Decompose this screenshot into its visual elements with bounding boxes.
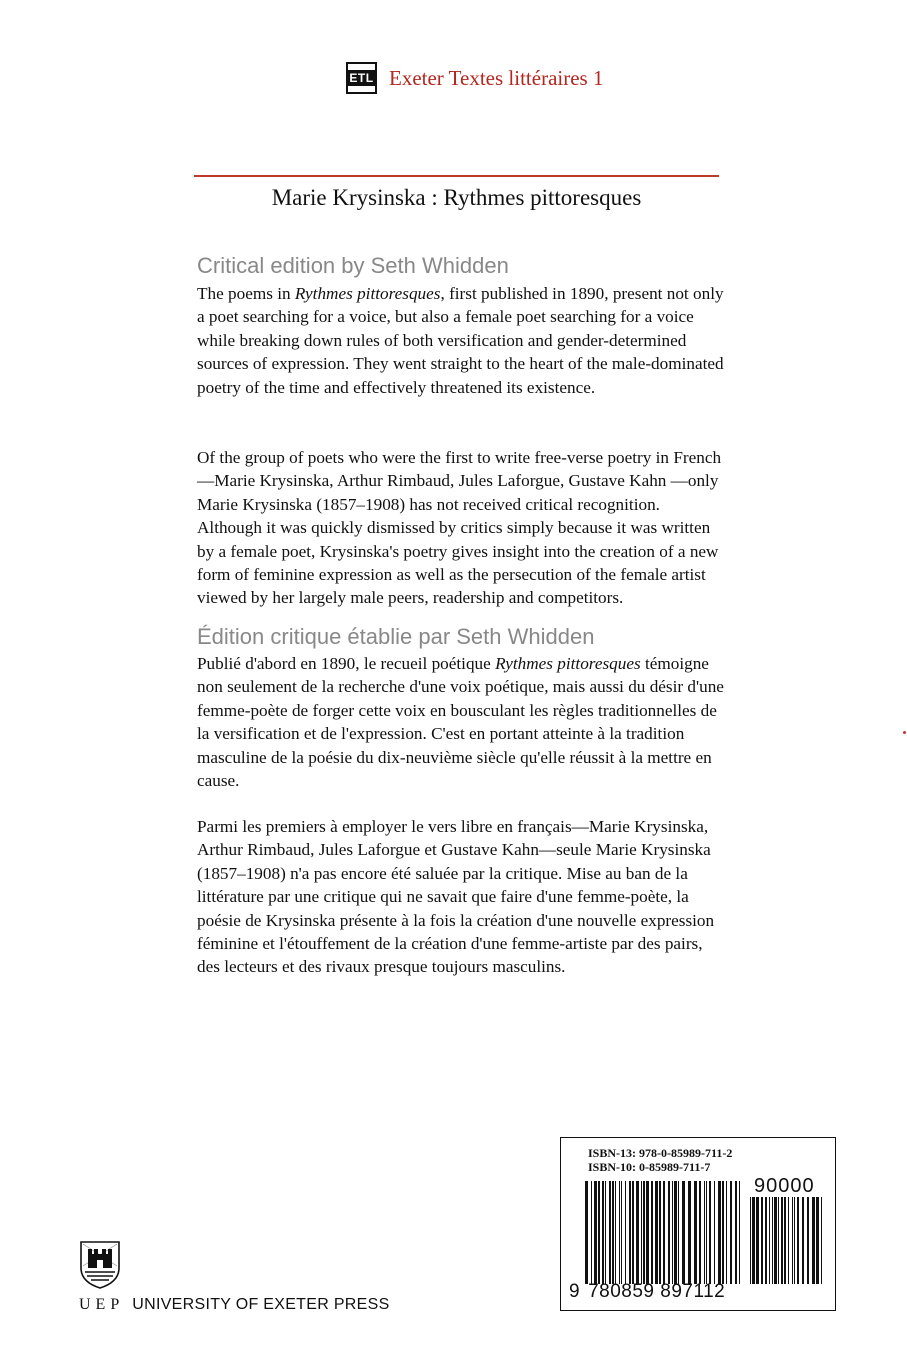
price-code: 90000	[754, 1175, 815, 1197]
barcode-bar	[625, 1181, 626, 1284]
barcode-bar	[663, 1181, 665, 1284]
english-p1-title: Rythmes pittoresques	[294, 284, 441, 303]
barcode-bar	[659, 1181, 661, 1284]
barcode-bar	[709, 1181, 711, 1284]
barcode-bar	[694, 1181, 697, 1284]
barcode-bar	[778, 1197, 779, 1284]
barcode-bar	[699, 1181, 701, 1284]
book-title: Marie Krysinska : Rythmes pittoresques	[271, 185, 642, 210]
barcode-bar	[765, 1197, 767, 1284]
barcode-box	[560, 1137, 836, 1311]
french-p1-text-b: témoigne non seulement de la recherche d'une voix poétique, mais aussi du désir d'une femme-poète de forger cette voix en bousculant les règles traditionnelles de la versification et de l'expression. C'est en portant atteinte à la tradition masculine de la poésie du dix-neuvième siècle qu'elle réussit à la mettre en cause.	[197, 654, 724, 791]
barcode-bar	[714, 1181, 715, 1284]
barcode-bar	[704, 1181, 705, 1284]
barcode-bar	[807, 1197, 809, 1284]
barcode-bar	[609, 1181, 611, 1284]
barcode-bars	[585, 1181, 743, 1284]
barcode-bar	[718, 1181, 721, 1284]
barcode-bar	[761, 1197, 763, 1284]
english-heading: Critical edition by Seth Whidden	[197, 253, 509, 278]
barcode-bar	[591, 1181, 592, 1284]
barcode-bar	[598, 1181, 600, 1284]
barcode-bar	[816, 1197, 819, 1284]
barcode-bar	[784, 1197, 786, 1284]
barcode-number: 780859 897112	[588, 1281, 726, 1302]
barcode-bar	[632, 1181, 634, 1284]
english-paragraph-2: Of the group of poets who were the first to write free-verse poetry in French—Marie Krysinska, Arthur Rimbaud, Jules Laforgue, Gustave Kahn —only Marie Krysinska (1857–1908) has not received critical recognition. Although it was quickly dismissed by critics simply because it was written by a female poet, Krysinska's poetry gives insight into the creation of a new form of feminine expression as well as the persecution of the female artist viewed by her largely male peers, readership and competitors.	[197, 448, 722, 608]
barcode-bar	[788, 1197, 789, 1284]
barcode-bar	[739, 1181, 740, 1284]
barcode-bar	[646, 1181, 649, 1284]
barcode-bar	[636, 1181, 639, 1284]
barcode-bar	[774, 1197, 777, 1284]
barcode-bar	[794, 1197, 795, 1284]
barcode-bar	[621, 1181, 622, 1284]
french-heading: Édition critique établie par Seth Whidden	[197, 624, 595, 649]
barcode-bar	[594, 1181, 597, 1284]
english-paragraph-1	[197, 282, 727, 399]
etl-logo	[346, 62, 377, 94]
barcode-bar	[655, 1181, 658, 1284]
english-p1-text-a: The poems in	[197, 284, 295, 303]
french-paragraph-2: Parmi les premiers à employer le vers libre en français—Marie Krysinska, Arthur Rimbaud, Jules Laforgue et Gustave Kahn—seule Marie Krysinska (1857–1908) n'a pas encore été saluée par la critique. Mise au ban de la littérature par une critique qui ne savait que faire d'une femme-poète, la poésie de Krysinska présente à la fois la création d'une nouvelle expression féminine et l'étouffement de la création d'une femme-artiste par des pairs, des lecteurs et des rivaux presque toujours masculins.	[197, 817, 715, 977]
english-p1-text-b: , first published in 1890, present not only a poet searching for a voice, but also a female poet searching for a voice while breaking down rules of both versification and gender-determined sources of expression. They went straight to the heart of the male-dominated poetry of the time and effectively threatened its existence.	[197, 284, 724, 397]
barcode-bar	[722, 1181, 724, 1284]
barcode-bar	[674, 1181, 677, 1284]
barcode-bar	[641, 1181, 642, 1284]
barcode-bar	[756, 1197, 759, 1284]
stray-mark	[903, 731, 906, 734]
barcode-bar	[730, 1181, 732, 1284]
barcode-bar	[629, 1181, 631, 1284]
barcode-bar	[812, 1197, 815, 1284]
barcode-bar	[792, 1197, 793, 1284]
barcode-bar	[688, 1181, 691, 1284]
barcode-bar	[706, 1181, 707, 1284]
barcode-bar	[615, 1181, 616, 1284]
isbn13-label: ISBN-13: 978-0-85989-711-2	[588, 1146, 733, 1160]
series-name: Exeter Textes littéraires 1	[389, 65, 604, 90]
french-p1-text-a: Publié d'abord en 1890, le recueil poétique	[197, 654, 496, 673]
series-header	[346, 60, 603, 96]
barcode-bar	[735, 1181, 737, 1284]
barcode-bar	[726, 1181, 727, 1284]
barcode-bar	[602, 1181, 604, 1284]
french-p1-title: Rythmes pittoresques	[495, 654, 641, 673]
french-paragraph-1	[197, 652, 727, 792]
barcode-lead-digit: 9	[569, 1281, 581, 1302]
barcode-bar	[797, 1197, 799, 1284]
isbn10-label: ISBN-10: 0-85989-711-7	[588, 1160, 711, 1174]
publisher-full-name: UNIVERSITY OF EXETER PRESS	[132, 1296, 390, 1313]
barcode-bar	[672, 1181, 673, 1284]
etl-logo-text: ETL	[349, 71, 374, 85]
barcode-bar	[668, 1181, 670, 1284]
barcode-bar	[752, 1197, 755, 1284]
title-rule	[194, 175, 719, 177]
barcode-bar	[781, 1197, 783, 1284]
barcode-bar	[643, 1181, 645, 1284]
barcode-bar	[619, 1181, 620, 1284]
barcode-bar	[605, 1181, 606, 1284]
barcode-bar	[678, 1181, 679, 1284]
barcode-bar	[769, 1197, 770, 1284]
barcode-bar	[802, 1197, 804, 1284]
university-crest-icon	[79, 1240, 121, 1290]
barcode-bar	[772, 1197, 773, 1284]
barcode-digits	[569, 1281, 725, 1303]
barcode-bar	[651, 1181, 653, 1284]
barcode-bar	[585, 1181, 588, 1284]
barcode-bar	[612, 1181, 614, 1284]
barcode-bar	[682, 1181, 685, 1284]
barcode-bar	[821, 1197, 822, 1284]
publisher-name	[79, 1296, 390, 1314]
publisher-abbr: UEP	[79, 1296, 125, 1313]
barcode-bar	[750, 1197, 751, 1284]
price-barcode-bars	[750, 1197, 822, 1284]
